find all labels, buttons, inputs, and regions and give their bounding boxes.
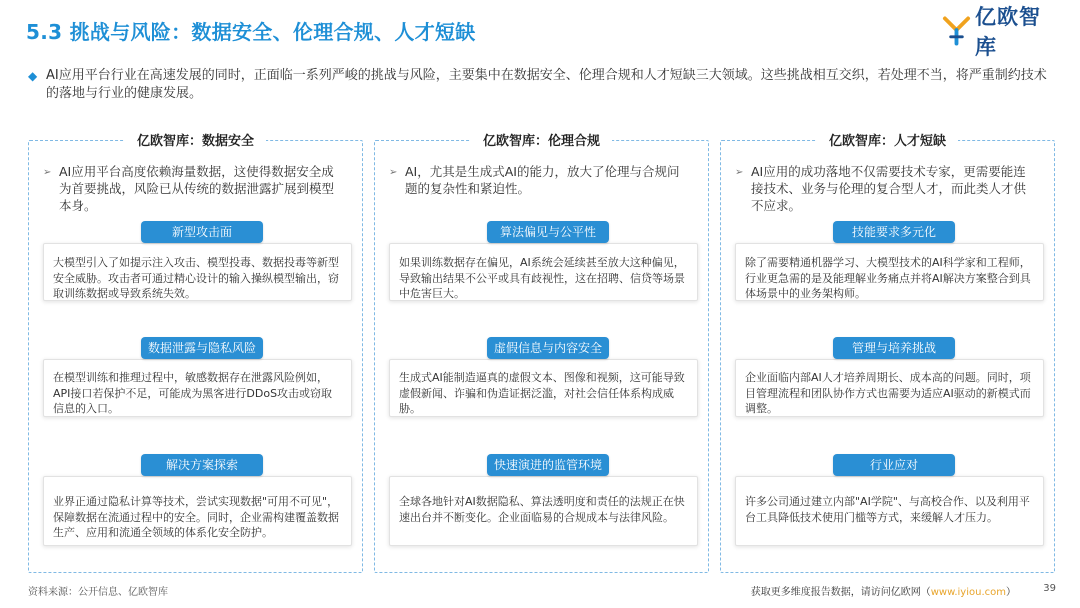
section-card: 企业面临内部AI人才培养周期长、成本高的问题。同时，项目管理流程和团队协作方式也需要为适应AI驱动的新模式而调整。 — [735, 359, 1044, 417]
arrow-bullet-icon: ➢ — [735, 167, 744, 178]
section-label: 数据泄露与隐私风险 — [141, 337, 263, 359]
section-label: 快速演进的监管环境 — [487, 454, 609, 476]
column-talent-shortage — [720, 134, 1055, 573]
column-title: 亿欧智库：人才短缺 — [721, 130, 1054, 149]
column-ethics-compliance — [374, 134, 709, 573]
section-card: 许多公司通过建立内部"AI学院"、与高校合作、以及利用平台工具降低技术使用门槛等方式，来缓解人才压力。 — [735, 476, 1044, 546]
section-label: 算法偏见与公平性 — [487, 221, 609, 243]
section-label: 新型攻击面 — [141, 221, 263, 243]
logo-text: 亿欧智库 — [974, 5, 1041, 59]
section-label: 管理与培养挑战 — [833, 337, 955, 359]
section-card: 大模型引入了如提示注入攻击、模型投毒、数据投毒等新型安全威胁。攻击者可通过精心设计的输入操纵模型输出，窃取训练数据或导致系统失效。 — [43, 243, 352, 301]
source-note: 资料来源：公开信息、亿欧智库 — [28, 587, 168, 598]
section-card: 全球各地针对AI数据隐私、算法透明度和责任的法规正在快速出台并不断变化。企业面临易的合规成本与法律风险。 — [389, 476, 698, 546]
column-description: ➢ AI应用的成功落地不仅需要技术专家，更需要能连接技术、业务与伦理的复合型人才，而此类人才供不应求。 — [735, 164, 1027, 213]
section-card: 如果训练数据存在偏见，AI系统会延续甚至放大这种偏见，导致输出结果不公平或具有歧视性，这在招聘、信贷等场景中危害巨大。 — [389, 243, 698, 301]
page-title: 5.3 挑战与风险：数据安全、伦理合规、人才短缺 — [26, 20, 476, 44]
arrow-bullet-icon: ➢ — [389, 167, 398, 178]
section-card: 在模型训练和推理过程中，敏感数据存在泄露风险例如，API接口若保护不足，可能成为黑客进行DDoS攻击或窃取信息的入口。 — [43, 359, 352, 417]
section-label: 技能要求多元化 — [833, 221, 955, 243]
section-label: 虚假信息与内容安全 — [487, 337, 609, 359]
column-description: ➢ AI应用平台高度依赖海量数据，这使得数据安全成为首要挑战，风险已从传统的数据泄露扩展到模型本身。 — [43, 164, 335, 213]
intro-paragraph — [28, 67, 1058, 103]
section-label: 解决方案探索 — [141, 454, 263, 476]
intro-text: AI应用平台行业在高速发展的同时，正面临一系列严峻的挑战与风险，主要集中在数据安全、伦理合规和人才短缺三大领域。这些挑战相互交织，若处理不当，将严重制约技术的落地与行业的健康发展。 — [46, 68, 1047, 101]
column-data-security — [28, 134, 363, 573]
section-card: 除了需要精通机器学习、大模型技术的AI科学家和工程师，行业更急需的是及能理解业务痛点并将AI解决方案整合到具体场景中的业务架构师。 — [735, 243, 1044, 301]
diamond-bullet-icon: ◆ — [28, 69, 38, 83]
page-number: 39 — [1043, 583, 1056, 594]
section-card: 业界正通过隐私计算等技术，尝试实现数据"可用不可见"，保障数据在流通过程中的安全。同时，企业需构建覆盖数据生产、应用和流通全领域的体系化安全防护。 — [43, 476, 352, 546]
brand-logo — [942, 5, 1060, 59]
column-description: ➢ AI，尤其是生成式AI的能力，放大了伦理与合规问题的复杂性和紧迫性。 — [389, 164, 680, 196]
yiou-logo-icon — [942, 15, 971, 47]
column-title: 亿欧智库：伦理合规 — [375, 130, 708, 149]
column-title: 亿欧智库：数据安全 — [29, 130, 362, 149]
arrow-bullet-icon: ➢ — [43, 167, 52, 178]
website-link[interactable]: www.iyiou.com — [930, 587, 1006, 598]
section-card: 生成式AI能制造逼真的虚假文本、图像和视频，这可能导致虚假新闻、诈骗和伪造证据泛滥，对社会信任体系构成威胁。 — [389, 359, 698, 417]
section-label: 行业应对 — [833, 454, 955, 476]
footer-cta: 获取更多维度报告数据，请访问亿欧网（www.iyiou.com） — [750, 587, 1016, 598]
